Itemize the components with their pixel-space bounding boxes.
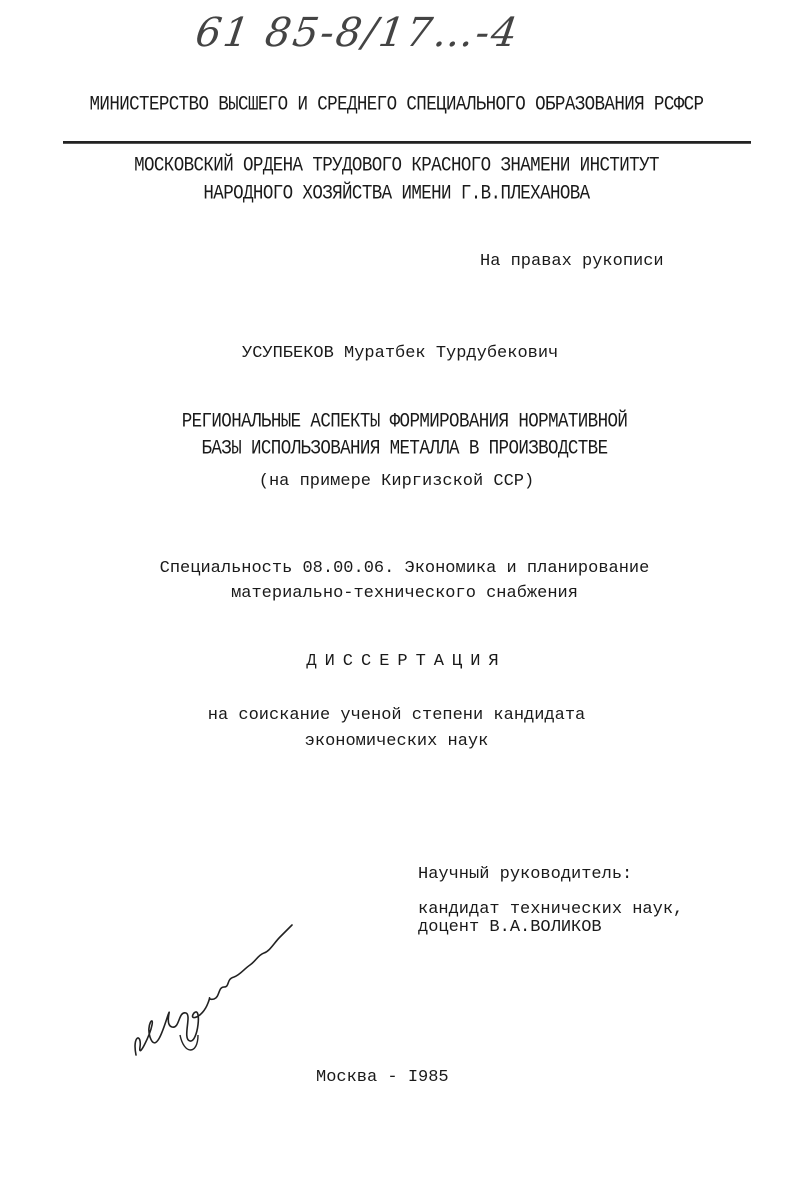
place-year: Москва - I985 bbox=[316, 1068, 449, 1087]
archive-number-handwritten: 61 85-8/17…-4 bbox=[192, 10, 523, 56]
degree-line-2: экономических наук bbox=[304, 732, 489, 751]
document-type: ДИССЕРТАЦИЯ bbox=[306, 652, 507, 671]
institute-line-1: МОСКОВСКИЙ ОРДЕНА ТРУДОВОГО КРАСНОГО ЗНАМЕНИ ИНСТИТУТ bbox=[134, 154, 659, 178]
author-name: УСУПБЕКОВ Муратбек Турдубекович bbox=[242, 344, 559, 363]
supervisor-line-2: доцент В.А.ВОЛИКОВ bbox=[418, 918, 602, 937]
degree-line-1: на соискание ученой степени кандидата bbox=[207, 706, 586, 725]
header-divider bbox=[63, 141, 751, 144]
title-line-1: РЕГИОНАЛЬНЫЕ АСПЕКТЫ ФОРМИРОВАНИЯ НОРМАТИВНОЙ bbox=[181, 410, 628, 434]
ministry-heading: МИНИСТЕРСТВО ВЫСШЕГО И СРЕДНЕГО СПЕЦИАЛЬНОГО ОБРАЗОВАНИЯ РСФСР bbox=[89, 93, 704, 117]
title-subtitle: (на примере Киргизской ССР) bbox=[258, 472, 535, 491]
specialty-line-1: Специальность 08.00.06. Экономика и планирование bbox=[159, 559, 650, 578]
institute-line-2: НАРОДНОГО ХОЗЯЙСТВА ИМЕНИ Г.В.ПЛЕХАНОВА bbox=[203, 182, 590, 206]
supervisor-label: Научный руководитель: bbox=[418, 865, 633, 884]
specialty-line-2: материально-технического снабжения bbox=[231, 584, 578, 603]
signature-icon bbox=[128, 915, 298, 1065]
supervisor-line-1: кандидат технических наук, bbox=[418, 900, 684, 919]
title-line-2: БАЗЫ ИСПОЛЬЗОВАНИЯ МЕТАЛЛА В ПРОИЗВОДСТВЕ bbox=[201, 437, 608, 461]
manuscript-note: На правах рукописи bbox=[480, 252, 664, 271]
